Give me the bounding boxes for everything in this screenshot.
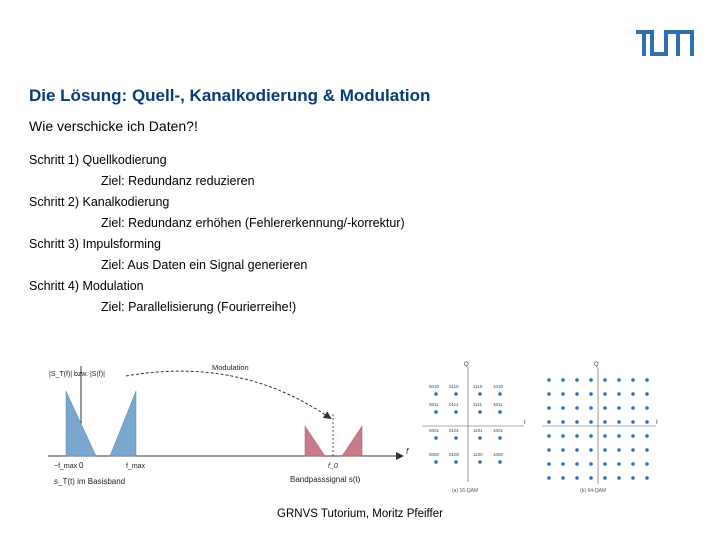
qam64-point <box>631 462 635 466</box>
qam64-point <box>575 434 579 438</box>
qam64-point <box>603 392 607 396</box>
qam64-point <box>589 406 593 410</box>
qam64-point <box>589 434 593 438</box>
qam16-code-label: 0011 <box>429 402 439 407</box>
qam16-code-label: 0110 <box>449 384 459 389</box>
baseband-caption: s_T(t) im Basisband <box>54 477 126 486</box>
qam16-points <box>429 384 504 464</box>
qam16-point <box>454 410 458 414</box>
qam16-point <box>454 436 458 440</box>
qam16-point <box>478 392 482 396</box>
step-3-label: Schritt 3) Impulsforming <box>29 237 161 251</box>
qam16-i-label: I <box>524 420 526 426</box>
qam64-point <box>547 462 551 466</box>
bandpass-spectrum-right <box>342 426 362 456</box>
step-4-label: Schritt 4) Modulation <box>29 279 144 293</box>
qam64-point <box>575 406 579 410</box>
tick-minus-fmax: −f_max <box>54 463 78 470</box>
qam16-code-label: 1011 <box>493 402 503 407</box>
qam64-point <box>631 434 635 438</box>
qam16-point <box>454 392 458 396</box>
qam64-point <box>617 434 621 438</box>
qam64-point <box>645 462 649 466</box>
qam16-point <box>434 436 438 440</box>
qam64-point <box>631 392 635 396</box>
qam16-code-label: 1100 <box>473 452 483 457</box>
qam16-code-label: 1111 <box>473 402 483 407</box>
qam64-point <box>603 476 607 480</box>
qam64-point <box>561 462 565 466</box>
qam16-point <box>434 392 438 396</box>
step-2-label: Schritt 2) Kanalkodierung <box>29 195 170 209</box>
qam64-point <box>547 434 551 438</box>
qam64-caption: (b) 64-QAM <box>580 488 607 494</box>
tick-fmax: f_max <box>126 463 146 470</box>
qam64-point <box>561 476 565 480</box>
bandpass-spectrum-left <box>305 426 325 456</box>
qam64-point <box>575 392 579 396</box>
qam64-point <box>631 448 635 452</box>
spectrum-y-label: |S_T(f)| bzw. |S(f)| <box>49 371 105 378</box>
tick-carrier: f_0 <box>328 463 338 470</box>
qam64-point <box>645 420 649 424</box>
qam64-q-label: Q <box>594 362 599 368</box>
slide-title: Die Lösung: Quell-, Kanalkodierung & Modulation <box>29 86 431 105</box>
step-2-goal: Ziel: Redundanz erhöhen (Fehlererkennung/-korrektur) <box>101 216 405 230</box>
qam64-point <box>547 448 551 452</box>
step-1-goal: Ziel: Redundanz reduzieren <box>101 174 255 188</box>
qam64-point <box>617 448 621 452</box>
constellation-16qam <box>418 360 530 494</box>
qam64-point <box>547 378 551 382</box>
qam64-point <box>631 420 635 424</box>
qam16-code-label: 0100 <box>449 452 460 457</box>
qam64-point <box>547 392 551 396</box>
qam64-point <box>589 392 593 396</box>
qam64-point <box>589 420 593 424</box>
tick-zero: 0 <box>79 461 84 470</box>
bandpass-caption: Bandpasssignal s(t) <box>290 475 361 484</box>
qam64-point <box>589 462 593 466</box>
modulation-label: Modulation <box>212 363 249 372</box>
qam16-code-label: 0010 <box>429 384 440 389</box>
qam64-point <box>617 420 621 424</box>
qam16-code-label: 0001 <box>429 428 440 433</box>
qam16-point <box>434 410 438 414</box>
qam64-point <box>589 448 593 452</box>
qam16-code-label: 0111 <box>449 402 459 407</box>
qam64-point <box>617 378 621 382</box>
qam16-point <box>498 436 502 440</box>
qam64-point <box>645 378 649 382</box>
qam64-point <box>589 378 593 382</box>
qam64-point <box>561 420 565 424</box>
qam16-code-label: 1110 <box>473 384 483 389</box>
qam16-q-label: Q <box>464 362 469 368</box>
qam64-point <box>645 392 649 396</box>
qam64-point <box>547 420 551 424</box>
qam64-point <box>603 420 607 424</box>
qam64-point <box>561 406 565 410</box>
qam16-point <box>478 410 482 414</box>
qam16-code-label: 1101 <box>473 428 483 433</box>
qam64-point <box>575 476 579 480</box>
qam64-point <box>617 406 621 410</box>
qam16-point <box>498 460 502 464</box>
qam64-point <box>547 476 551 480</box>
qam16-code-label: 0000 <box>429 452 440 457</box>
qam64-point <box>603 462 607 466</box>
modulation-arrow <box>126 371 330 418</box>
qam16-point <box>498 392 502 396</box>
qam64-point <box>575 462 579 466</box>
qam64-i-label: I <box>656 420 658 426</box>
qam64-point <box>589 476 593 480</box>
qam16-caption: (a) 16-QAM <box>452 488 479 494</box>
qam64-point <box>631 406 635 410</box>
qam64-point <box>645 448 649 452</box>
slide-subtitle: Wie verschicke ich Daten?! <box>29 118 198 134</box>
spectrum-figure <box>40 356 412 492</box>
qam64-point <box>603 406 607 410</box>
qam64-point <box>645 434 649 438</box>
spectrum-f-label: f <box>406 447 409 456</box>
qam64-point <box>603 378 607 382</box>
qam16-point <box>478 436 482 440</box>
qam64-point <box>617 392 621 396</box>
qam64-point <box>561 434 565 438</box>
step-3-goal: Ziel: Aus Daten ein Signal generieren <box>101 258 308 272</box>
qam16-code-label: 0101 <box>449 428 460 433</box>
steps-list <box>29 150 405 318</box>
qam64-point <box>561 392 565 396</box>
qam16-code-label: 1000 <box>493 452 504 457</box>
qam64-point <box>561 378 565 382</box>
qam16-code-label: 1001 <box>493 428 504 433</box>
qam64-point <box>645 476 649 480</box>
step-1-label: Schritt 1) Quellkodierung <box>29 153 167 167</box>
qam64-point <box>617 462 621 466</box>
baseband-spectrum-right <box>110 391 136 456</box>
qam16-point <box>454 460 458 464</box>
qam64-point <box>575 448 579 452</box>
qam64-point <box>631 476 635 480</box>
qam64-point <box>645 406 649 410</box>
qam64-point <box>603 434 607 438</box>
qam16-point <box>478 460 482 464</box>
qam64-point <box>561 448 565 452</box>
qam64-point <box>603 448 607 452</box>
constellation-64qam <box>540 360 664 494</box>
footer-text: GRNVS Tutorium, Moritz Pfeiffer <box>277 508 443 520</box>
qam64-point <box>617 476 621 480</box>
qam64-point <box>575 378 579 382</box>
qam16-point <box>498 410 502 414</box>
qam16-code-label: 1010 <box>493 384 504 389</box>
step-4-goal: Ziel: Parallelisierung (Fourierreihe!) <box>101 300 297 314</box>
qam64-point <box>547 406 551 410</box>
qam64-point <box>575 420 579 424</box>
tum-logo-icon <box>636 30 694 56</box>
qam16-point <box>434 460 438 464</box>
qam64-point <box>631 378 635 382</box>
